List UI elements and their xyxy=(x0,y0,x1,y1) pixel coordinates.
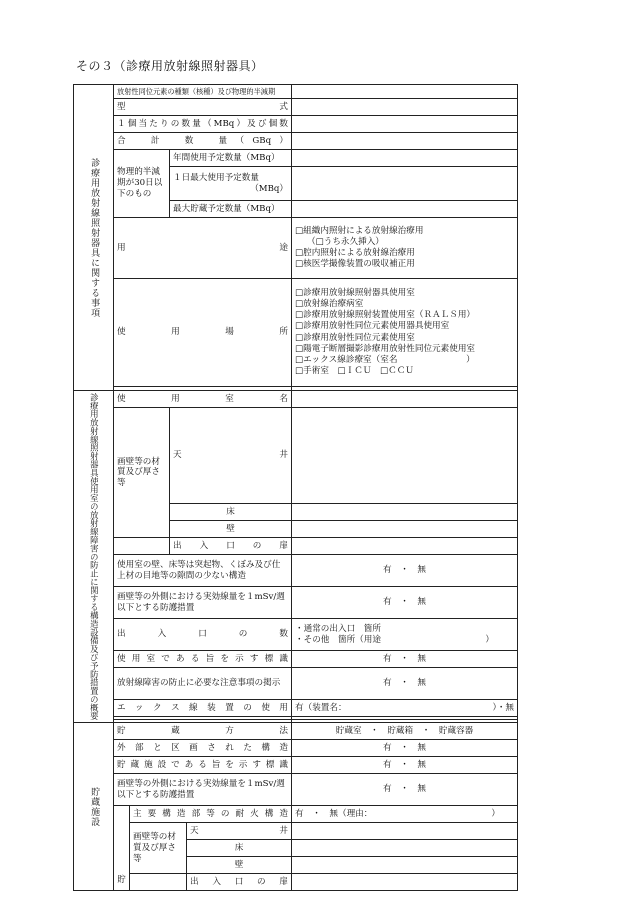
room-ceiling-label: 天 井 xyxy=(170,408,292,504)
room-name-field[interactable] xyxy=(292,391,518,408)
row-entrance-count xyxy=(74,619,518,651)
max-storage-label: 最大貯蔵予定数量（MBq） xyxy=(170,201,292,218)
nuclide-label: 放射性同位元素の種類（核種）及び物理的半減期 xyxy=(114,85,292,99)
row-total xyxy=(74,133,518,150)
row-storage-method xyxy=(74,723,518,740)
storage-ceiling-field[interactable] xyxy=(292,823,518,840)
row-fireproof xyxy=(74,806,518,823)
fireproof-value[interactable] xyxy=(292,806,518,823)
daily-max-field[interactable] xyxy=(292,167,518,201)
xray-value-left: 有（装置名： xyxy=(295,702,347,713)
storage-wall-field[interactable] xyxy=(292,857,518,874)
annual-use-label: 年間使用予定数量（MBq） xyxy=(170,150,292,167)
entrance-close: ） xyxy=(485,634,495,645)
room-door-spacer xyxy=(114,538,170,555)
purpose-option-interstitial[interactable]: □組織内照射による放射線治療用 xyxy=(295,225,424,236)
entrance-other: ・その他 箇所（用途 xyxy=(295,634,381,645)
row-quantity xyxy=(74,116,518,133)
fireproof-value-left: 有 ・ 無（理由： xyxy=(295,808,373,819)
fireproof-value-right: ） xyxy=(491,808,501,819)
notice-label: 放射線障害の防止に必要な注意事項の掲示 xyxy=(114,668,292,700)
row-annual-use xyxy=(74,150,518,167)
row-place xyxy=(74,279,518,387)
place-label: 使 用 場 所 xyxy=(114,279,292,387)
room-shield-value[interactable]: 有 ・ 無 xyxy=(292,587,518,619)
fireproof-label: 主要構造部等の耐火構造 xyxy=(130,806,292,823)
entrance-other-line xyxy=(295,635,514,646)
storage-method-value[interactable]: 貯蔵室 ・ 貯蔵箱 ・ 貯蔵容器 xyxy=(292,723,518,740)
structure-label: 使用室の壁、床等は突起物、くぼみ及び仕上材の目地等の隙間の少ない構造 xyxy=(114,555,292,587)
place-option-2[interactable]: □診療用放射線照射装置使用室（ＲＡＬＳ用） xyxy=(295,310,476,321)
separated-value[interactable]: 有 ・ 無 xyxy=(292,740,518,757)
room-name-label: 使 用 室 名 xyxy=(114,391,292,408)
row-xray xyxy=(74,700,518,717)
place-options xyxy=(292,279,518,387)
storage-sign-value[interactable]: 有 ・ 無 xyxy=(292,757,518,774)
nuclide-field[interactable] xyxy=(292,85,518,99)
storage-method-label: 貯 蔵 方 法 xyxy=(114,723,292,740)
row-room-shield xyxy=(74,587,518,619)
row-model xyxy=(74,99,518,116)
storage-shield-value[interactable]: 有 ・ 無 xyxy=(292,774,518,806)
annual-use-field[interactable] xyxy=(292,150,518,167)
entrance-count-label: 出 入 口 の 数 xyxy=(114,619,292,651)
section3-vertical-label: 貯蔵施設 xyxy=(74,723,114,891)
row-storage-shield xyxy=(74,774,518,806)
storage-sign-label: 貯蔵施設である旨を示す標識 xyxy=(114,757,292,774)
row-nuclide xyxy=(74,85,518,99)
place-option-4[interactable]: □診療用放射性同位元素使用室 xyxy=(295,332,415,343)
xray-value[interactable] xyxy=(292,700,518,717)
inner-vertical-label: 貯 xyxy=(114,806,130,891)
room-sign-value[interactable]: 有 ・ 無 xyxy=(292,651,518,668)
notice-value[interactable]: 有 ・ 無 xyxy=(292,668,518,700)
row-structure xyxy=(74,555,518,587)
daily-max-label xyxy=(170,167,292,201)
storage-wall-label: 壁 xyxy=(187,857,292,874)
storage-door-field[interactable] xyxy=(292,874,518,891)
row-door xyxy=(74,538,518,555)
separated-label: 外部と区画された構造 xyxy=(114,740,292,757)
halflife-group-label: 物理的半減期が30日以下のもの xyxy=(114,150,170,218)
storage-door-label: 出入口の扉 xyxy=(187,874,292,891)
place-option-5[interactable]: □陽電子断層撮影診療用放射性同位元素使用室 xyxy=(295,343,476,354)
room-floor-label: 床 xyxy=(170,504,292,521)
room-floor-field[interactable] xyxy=(292,504,518,521)
place-option-1[interactable]: □放射線治療病室 xyxy=(295,298,364,309)
row-room-sign xyxy=(74,651,518,668)
row-ceiling xyxy=(74,408,518,504)
xray-label: エックス線装置の使用 xyxy=(114,700,292,717)
storage-shield-label: 画壁等の外側における実効線量を１mSv/週以下とする防護措置 xyxy=(114,774,292,806)
storage-floor-field[interactable] xyxy=(292,840,518,857)
purpose-option-intracavitary[interactable]: □腔内照射による放射線治療用 xyxy=(295,248,415,258)
room-door-field[interactable] xyxy=(292,538,518,555)
row-separated xyxy=(74,740,518,757)
total-field[interactable] xyxy=(292,133,518,150)
row-storage-door xyxy=(74,874,518,891)
row-purpose xyxy=(74,218,518,279)
room-door-label: 出入口の扉 xyxy=(170,538,292,555)
section2-vertical-label: 診療用放射線照射器具使用室の放射線障害の防止に関する構造設備及び予防措置の概要 xyxy=(74,391,114,723)
place-option-0[interactable]: □診療用放射線照射器具使用室 xyxy=(295,287,415,298)
form-table xyxy=(73,84,518,891)
purpose-label: 用 途 xyxy=(114,218,292,279)
place-option-3[interactable]: □診療用放射性同位元素使用器具使用室 xyxy=(295,321,450,332)
storage-wall-material-label: 画壁等の材質及び厚さ等 xyxy=(130,823,187,874)
model-field[interactable] xyxy=(292,99,518,116)
quantity-label: １個当たりの数量（MBq）及び個数 xyxy=(114,116,292,133)
room-wall-material-label: 画壁等の材質及び厚さ等 xyxy=(114,408,170,538)
daily-max-line1: １日最大使用予定数量 xyxy=(173,172,259,183)
place-option-6[interactable]: □エックス線診療室（室名 ） xyxy=(295,354,475,365)
storage-ceiling-label: 天 井 xyxy=(187,823,292,840)
storage-door-spacer xyxy=(130,874,187,891)
room-shield-label: 画壁等の外側における実効線量を１mSv/週以下とする防護措置 xyxy=(114,587,292,619)
purpose-options xyxy=(292,218,518,279)
row-room-name xyxy=(74,391,518,408)
daily-max-line2: （MBq） xyxy=(250,183,289,194)
xray-value-right: ）・無 xyxy=(492,702,515,713)
room-ceiling-field[interactable] xyxy=(292,408,518,504)
model-label: 型 式 xyxy=(114,99,292,116)
room-wall-label: 壁 xyxy=(170,521,292,538)
total-label: 合 計 数 量（GBq） xyxy=(114,133,292,150)
entrance-normal: ・通常の出入口 箇所 xyxy=(295,623,381,634)
page-heading: その３（診療用放射線照射器具） xyxy=(76,59,264,73)
purpose-option-attenuation[interactable]: □核医学撮像装置の吸収補正用 xyxy=(295,259,415,270)
purpose-option-permanent[interactable]: （□うち永久挿入） xyxy=(307,236,384,247)
max-storage-field[interactable] xyxy=(292,201,518,218)
place-option-7[interactable]: □手術室 □ＩＣＵ □ＣＣＵ xyxy=(295,366,414,377)
section1-vertical-label: 診療用放射線照射器具に関する事項 xyxy=(74,85,114,391)
storage-floor-label: 床 xyxy=(187,840,292,857)
quantity-field[interactable] xyxy=(292,116,518,133)
room-sign-label: 使用室である旨を示す標識 xyxy=(114,651,292,668)
row-notice xyxy=(74,668,518,700)
row-storage-sign xyxy=(74,757,518,774)
entrance-count-field[interactable] xyxy=(292,619,518,651)
structure-value[interactable]: 有 ・ 無 xyxy=(292,555,518,587)
room-wall-field[interactable] xyxy=(292,521,518,538)
row-storage-ceiling xyxy=(74,823,518,840)
